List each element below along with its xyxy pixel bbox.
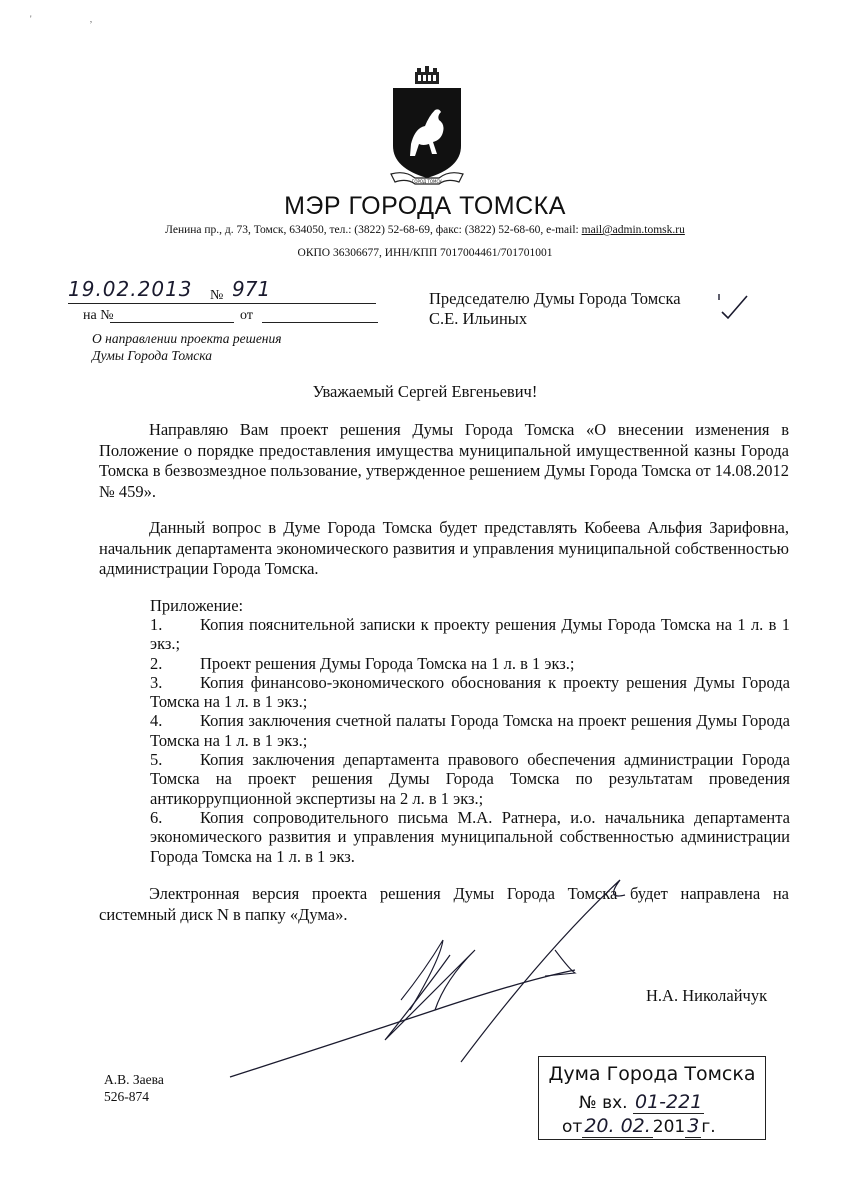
address-text: Ленина пр., д. 73, Томск, 634050, тел.: (3822) 52-68-69, факс: (3822) 52-68-60, e-mail: <box>165 224 582 236</box>
item-text: Копия финансово-экономического обоснования к проекту решения Думы Города Томска на 1 л. в 1 экз.; <box>150 672 790 712</box>
stamp-in-label: № вх. <box>579 1093 628 1113</box>
coat-motto: ГОРОД ТОМСК <box>411 179 443 184</box>
paragraph-2: Данный вопрос в Думе Города Томска будет представлять Кобеева Альфия Зарифовна, начальник департамента экономического развития и управления муниципальной собственностью администрации Города Томска. <box>99 518 789 579</box>
signature-icon <box>225 840 645 1090</box>
incoming-stamp <box>538 1056 766 1140</box>
stamp-date-value: 20. 02. <box>584 1115 651 1137</box>
page-title: МЭР ГОРОДА ТОМСКА <box>284 192 566 220</box>
executor <box>104 1071 164 1105</box>
item-number: 4. <box>150 711 163 731</box>
subject-line: О направлении проекта решения <box>92 331 282 346</box>
okpo-line: ОКПО 36306677, ИНН/КПП 7017004461/701701001 <box>297 247 553 259</box>
list-item <box>150 711 790 750</box>
addressee-name: С.Е. Ильиных <box>429 309 528 328</box>
attachments-list <box>150 615 790 866</box>
email-link[interactable]: mail@admin.tomsk.ru <box>581 224 685 236</box>
stamp-date <box>562 1115 716 1137</box>
item-text: Копия заключения счетной палаты Города Томска на проект решения Думы Города Томска на 1 л. в 1 экз.; <box>150 711 790 750</box>
stamp-year-suffix: г. <box>701 1117 716 1137</box>
item-number: 6. <box>150 807 163 827</box>
greeting: Уважаемый Сергей Евгеньевич! <box>312 382 538 401</box>
item-text: Копия пояснительной записки к проекту решения Думы Города Томска на 1 л. в 1 экз.; <box>150 615 790 654</box>
registration-date: 19.02.2013 <box>68 277 193 301</box>
signer-name: Н.А. Николайчук <box>646 986 768 1005</box>
subject-line: Думы Города Томска <box>92 348 212 363</box>
reference-date-line <box>262 322 378 323</box>
registration-underline <box>68 303 376 304</box>
executor-name: А.В. Заева <box>104 1072 164 1087</box>
stamp-date-prefix: от <box>562 1117 583 1137</box>
corner-marks: ' , <box>30 14 121 24</box>
address-line <box>0 224 850 236</box>
list-item <box>150 615 790 654</box>
item-number: 1. <box>150 615 163 634</box>
reference-date-label: от <box>240 308 253 323</box>
stamp-year-digit: 3 <box>687 1115 700 1137</box>
stamp-incoming-number <box>579 1091 704 1113</box>
stamp-title: Дума Города Томска <box>548 1063 756 1085</box>
addressee-title: Председателю Думы Города Томска <box>429 289 681 308</box>
paragraph-3: Электронная версия проекта решения Думы Города Томска будет направлена на системный диск N в папку «Дума». <box>99 884 789 924</box>
stamp-in-value: 01-221 <box>634 1091 703 1113</box>
paragraph-1: Направляю Вам проект решения Думы Города Томска «О внесении изменения в Положение о порядке предоставления имущества муниципальной имущественной казны Города Томска в безвозмездное пользование, утвержденное решением Думы Города Томска от 14.08.2012 № 459». <box>99 420 789 501</box>
addressee <box>429 289 681 329</box>
executor-phone: 526-874 <box>104 1089 149 1104</box>
item-text: Копия сопроводительного письма М.А. Ратнера, и.о. начальника департамента экономического развития и управления муниципальной собственностью администрации Города Томска на 1 л. в 1 экз. <box>150 807 790 866</box>
list-item <box>150 750 790 808</box>
reference-number-label: на № <box>83 308 114 323</box>
item-text: Копия заключения департамента правового обеспечения администрации Города Томска на проект решения Думы Города Томска по результатам проведения антикоррупционной экспертизы на 2 л. в 1 экз.; <box>150 750 790 808</box>
registration-number: 971 <box>232 277 271 301</box>
item-text: Проект решения Думы Города Томска на 1 л. в 1 экз.; <box>200 653 575 673</box>
stamp-year-prefix: 201 <box>652 1117 686 1137</box>
checkmark-icon <box>716 290 750 322</box>
registration-number-label: № <box>210 288 224 303</box>
list-item <box>150 654 790 673</box>
reference-number-line <box>110 322 234 323</box>
list-item <box>150 673 790 712</box>
coat-of-arms-icon <box>385 66 469 192</box>
item-number: 5. <box>150 750 163 770</box>
item-number: 3. <box>150 672 163 692</box>
attachments-heading: Приложение: <box>150 596 244 615</box>
letter-subject <box>92 330 282 364</box>
item-number: 2. <box>150 653 163 673</box>
